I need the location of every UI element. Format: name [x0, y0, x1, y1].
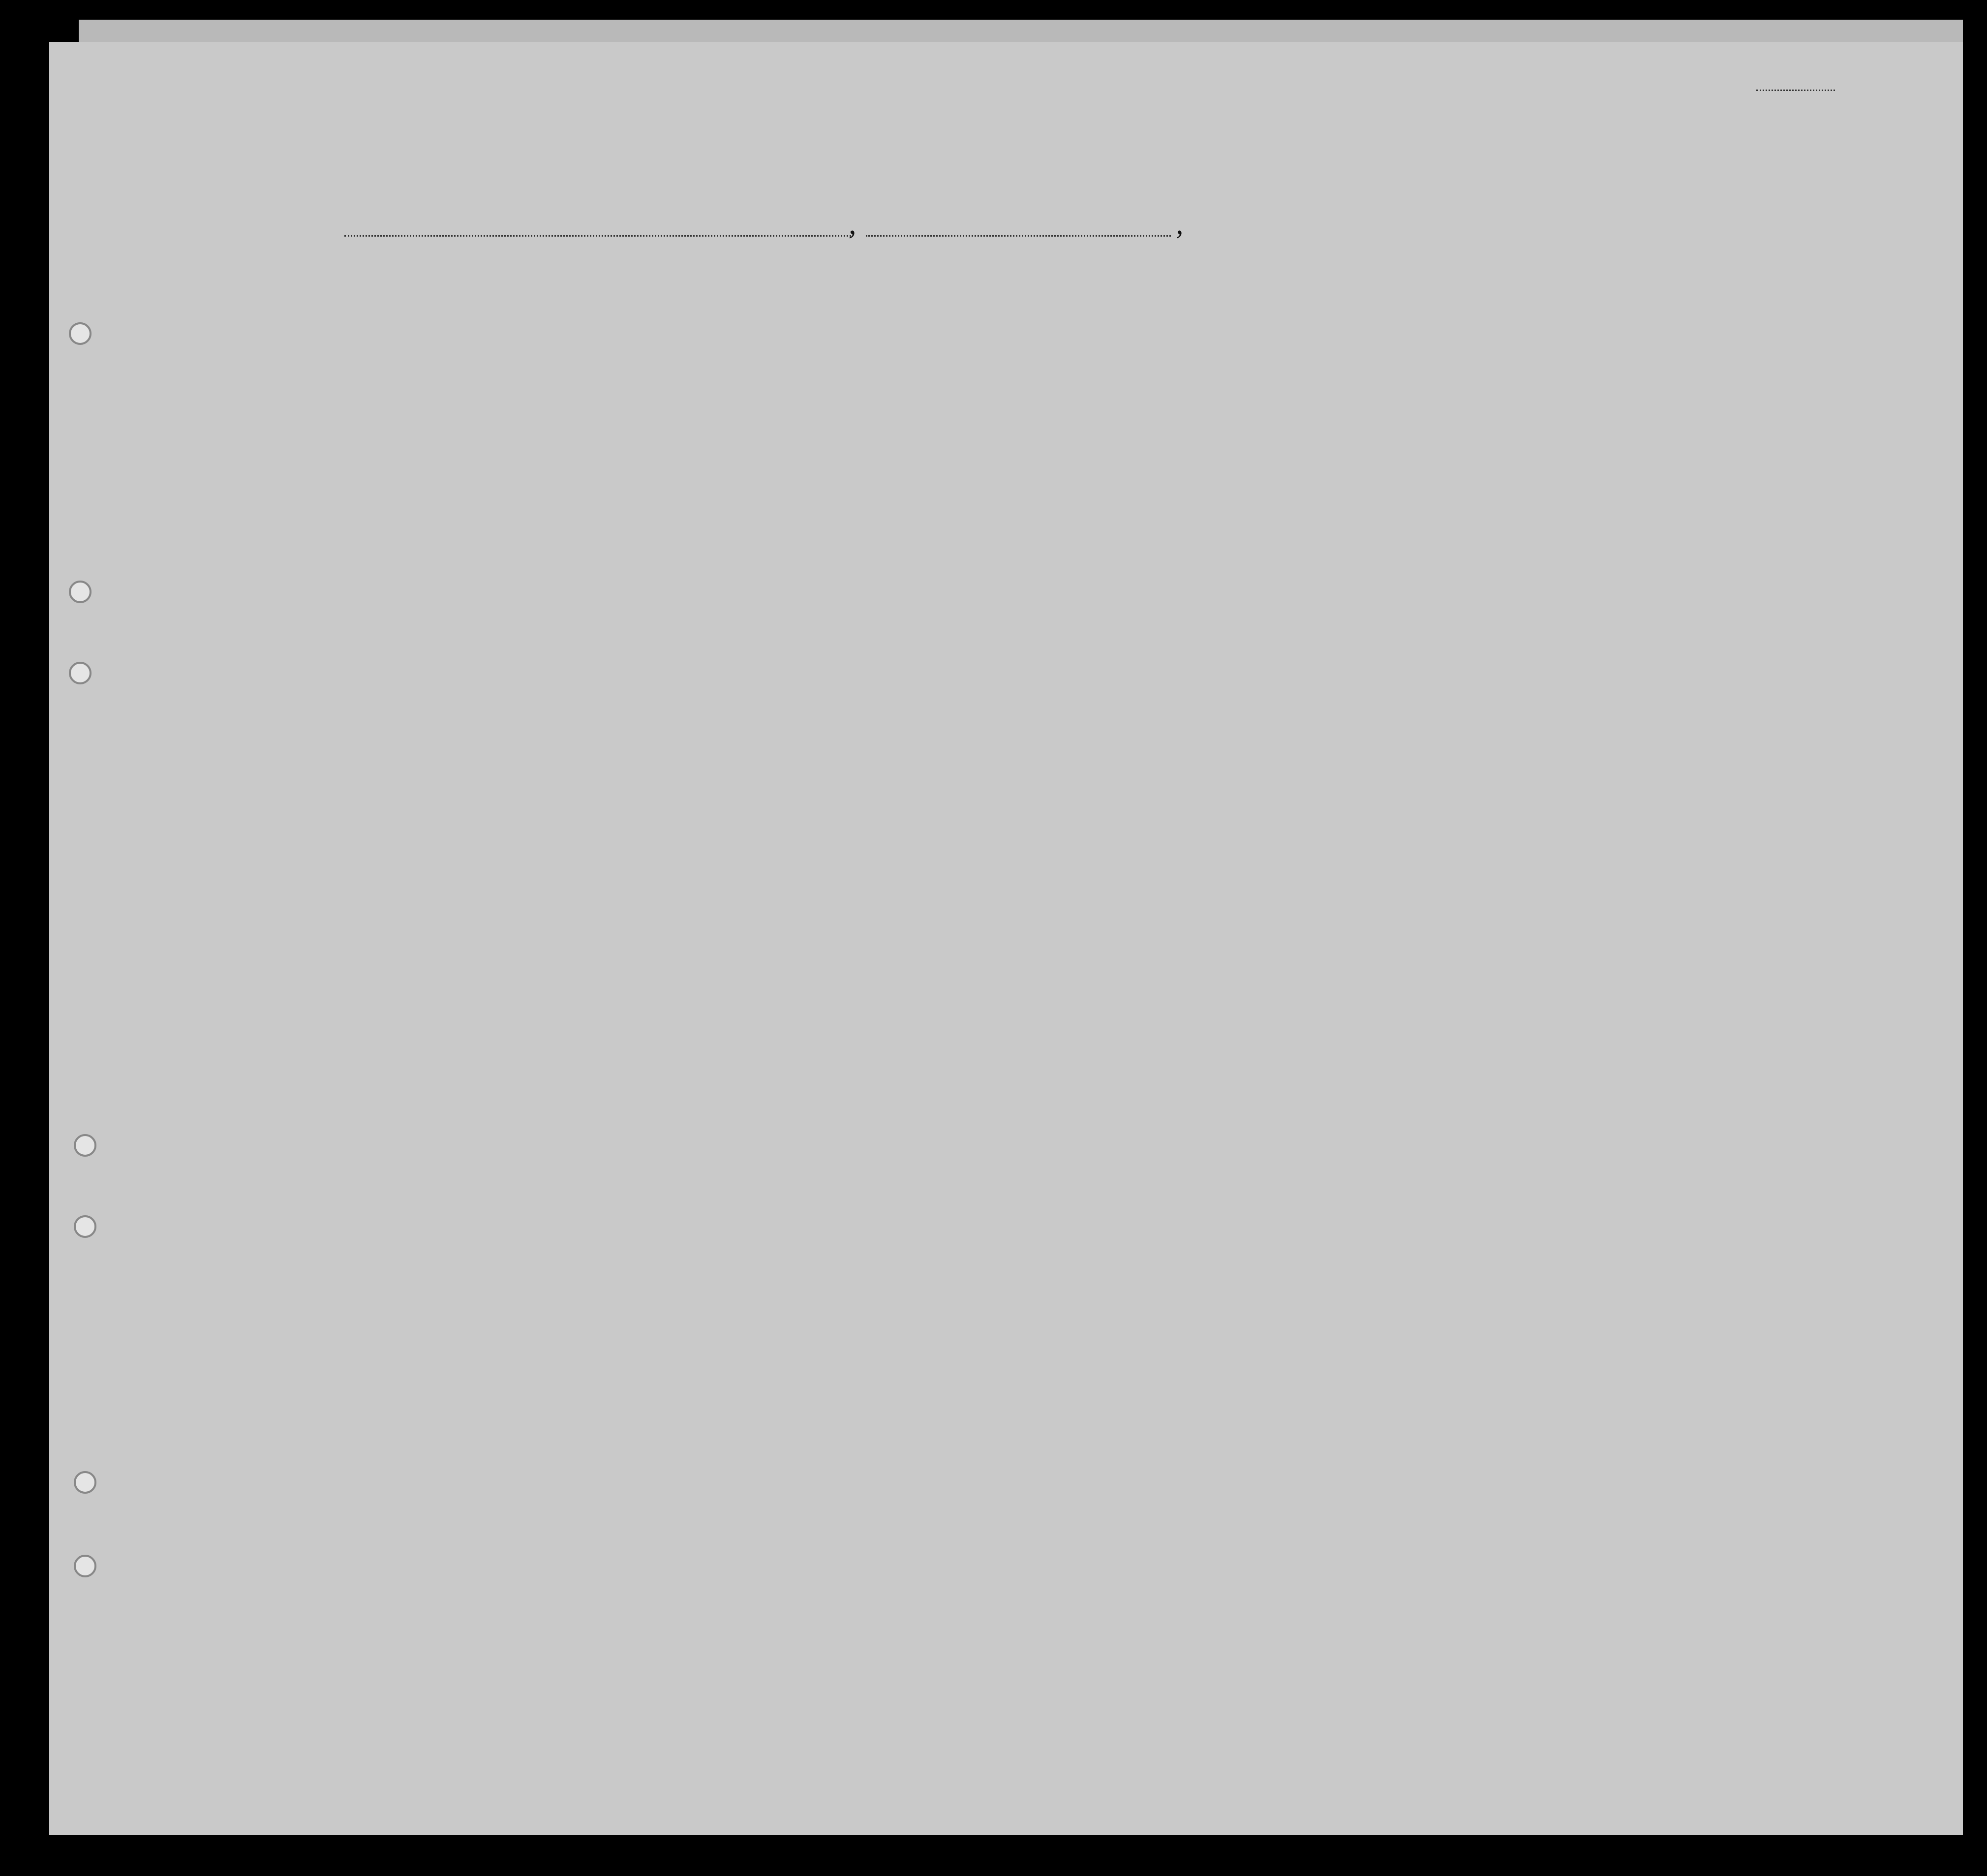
header-c24b — [1183, 322, 1213, 421]
comma-1: , — [849, 207, 856, 241]
header-c24c — [1245, 322, 1274, 421]
header-c27 — [1341, 322, 1355, 421]
header-c33-feet — [1611, 384, 1626, 423]
header-c30 — [1456, 317, 1486, 416]
header-c29 — [1414, 320, 1449, 418]
header-c25 — [1277, 319, 1307, 417]
header-c33-inches — [1635, 384, 1650, 423]
header-c28 — [1370, 317, 1414, 416]
header-c24a — [1124, 322, 1154, 421]
comma-2: , — [1176, 207, 1184, 241]
header-c21 — [704, 315, 734, 418]
header-c19 — [588, 315, 617, 418]
header-c26 — [1314, 322, 1328, 421]
